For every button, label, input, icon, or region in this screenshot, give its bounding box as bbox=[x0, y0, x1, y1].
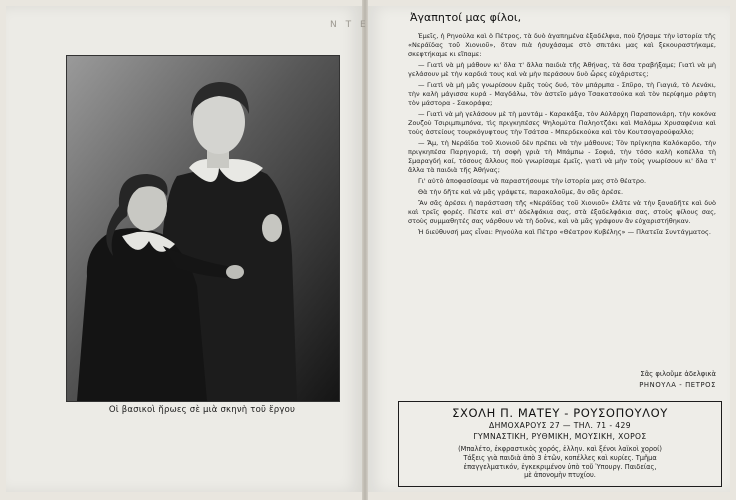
school-note bbox=[399, 445, 721, 480]
school-note-line: μὲ ἀπονομὴν πτυχίου. bbox=[524, 471, 596, 480]
school-note-line: (Μπαλέτο, ἐκφραστικὸς χορός, ἑλλην. καὶ ξένοι λαϊκοὶ χοροί) bbox=[458, 445, 662, 453]
letter-signature: ΡΗΝΟΥΛΑ - ΠΕΤΡΟΣ bbox=[639, 381, 716, 389]
photograph-two-children bbox=[66, 55, 340, 402]
letter-paragraph: — Γιατὶ νὰ μὴ γελάσουν μὲ τὴ μαντάμ - Καρακάξα, τὸν Αὐλάρχη Παραπονιάρη, τὴν κοκόνα Ζουζοὺ Τσιριμπιμπόνα, τὶς πριγκηπέσες Ψηλομύτα Παληοτζάκι καὶ Μαλάμω Χρυσαφένια καὶ τοὺς ἀστείους τουρκόγυφτους τὴν Τσάτσα - Μπερδεκούκα καὶ τὸν Κουτσογαρούφαλλο; bbox=[408, 110, 716, 136]
letter-paragraph: Ἐμεῖς, ἡ Ρηνούλα καὶ ὁ Πέτρος, τὰ δυὸ ἀγαπημένα ἐξαδέλφια, ποὺ ζήσαμε τὴν ἱστορία τῆς «Νεράϊδας τοῦ Χιονιοῦ», ὅταν πιὰ ἡσυχάσαμε στὸ σπιτάκι μας καὶ ξεκουραστήκαμε, σκεφτήκαμε κι εἴπαμε: bbox=[408, 32, 716, 58]
school-address: ΔΗΜΟΧΑΡΟΥΣ 27 — ΤΗΛ. 71 - 429 bbox=[488, 421, 632, 430]
school-subjects: ΓΥΜΝΑΣΤΙΚΗ, ΡΥΘΜΙΚΗ, ΜΟΥΣΙΚΗ, ΧΟΡΟΣ bbox=[473, 432, 647, 441]
letter-paragraph: — Γιατὶ νὰ μὴ μᾶς γνωρίσουν ἐμᾶς τοὺς δυό, τὸν μπάρμπα - Σπῦρο, τὴ Γιαγιά, τὸ Λενάκι, τὴν καλὴ μάγισσα κυρά - Μαγδάλω, τὸν ἀστεῖο μάγο Τσακατσούκα καὶ τὸν περίφημο ράφτη τὸν μάστορα - Σακοράφα; bbox=[408, 81, 716, 107]
school-note-line: Τάξεις γιὰ παιδιὰ ἀπὸ 3 ἐτῶν, κοπέλλες καὶ κυρίες. Τμῆμα bbox=[463, 453, 657, 462]
letter-paragraph: — Ἄμ, τὴ Νεράϊδα τοῦ Χιονιοῦ δὲν πρέπει νὰ τὴν μάθουνε; Τὸν πρίγκηπα Καλόκαρδο, τὴν πριγκηπέσα Παρηγοριά, τὴ σοφὴ γριὰ τὴ Μπάμπω - Σοφιά, τὴν τόσο καλὴ κοπέλλα τὴ Σμαραγδή καί, τόσους ἄλλους ποὺ γνωρίσαμε ἐμεῖς, γιατὶ νὰ μὴν τοὺς γνωρίσουν κι' ὅλα τ' ἄλλα τὰ παιδιὰ τῆς Ἀθήνας; bbox=[408, 139, 716, 174]
letter-sign-off: Σᾶς φιλοῦμε ἀδελφικὰ bbox=[640, 370, 716, 378]
letter-paragraph: Ἂν σᾶς ἀρέσει ἡ παράσταση τῆς «Νεράϊδας τοῦ Χιονιοῦ» ἐλᾶτε νὰ τὴν ξαναδῆτε καὶ δυὸ καὶ τρεῖς φορές. Πέστε καὶ στ' ἀδελφάκια σας, στὰ ἐξαδελφάκια σας, στοὺς φίλους σας, στοὺς συμμαθητές σας νάρθουν νὰ τὴ δοῦνε, καὶ νὰ μᾶς γράψουν ἂν εὐχαριστήθηκαν. bbox=[408, 199, 716, 225]
photo-caption: Οἱ βασικοὶ ἥρωες σὲ μιὰ σκηνὴ τοῦ ἔργου bbox=[108, 405, 296, 415]
school-note-line: ἐπαγγελματικόν, ἐγκεκριμένον ὑπὸ τοῦ Ὑπουργ. Παιδείας, bbox=[463, 462, 657, 471]
school-name: ΣΧΟΛΗ Π. ΜΑΤΕΥ - ΡΟΥΣΟΠΟΥΛΟΥ bbox=[452, 406, 668, 420]
letter-paragraph: Ἡ διεύθυνσή μας εἶναι: Ρηνούλα καὶ Πέτρο «Θέατρον Κυβέλης» — Πλατεῖα Συντάγματος. bbox=[418, 228, 711, 236]
letter-salutation: Ἀγαπητοί μας φίλοι, bbox=[410, 11, 522, 24]
letter-body bbox=[408, 32, 716, 239]
photo-illustration bbox=[67, 56, 339, 401]
margin-mark: N T E bbox=[330, 20, 369, 30]
letter-paragraph: Γι' αὐτὸ ἀποφασίσαμε νὰ παραστήσουμε τὴν ἱστορία μας στὸ θέατρο. bbox=[418, 177, 647, 185]
school-advertisement bbox=[398, 401, 722, 487]
letter-paragraph: — Γιατὶ νὰ μὴ μάθουν κι' ὅλα τ' ἄλλα παιδιὰ τῆς Ἀθήνας, τὰ ὅσα τραβήξαμε; Γιατὶ νὰ μὴ γελάσουν μὲ τὴν καρδιά τους καὶ νὰ μὴν περάσουν δυὸ ὧρες εὐχάριστες; bbox=[408, 61, 716, 78]
letter-paragraph: Θὰ τὴν δῆτε καὶ νὰ μᾶς γράψετε, παρακαλοῦμε, ἂν σᾶς ἀρέσε. bbox=[418, 188, 624, 196]
